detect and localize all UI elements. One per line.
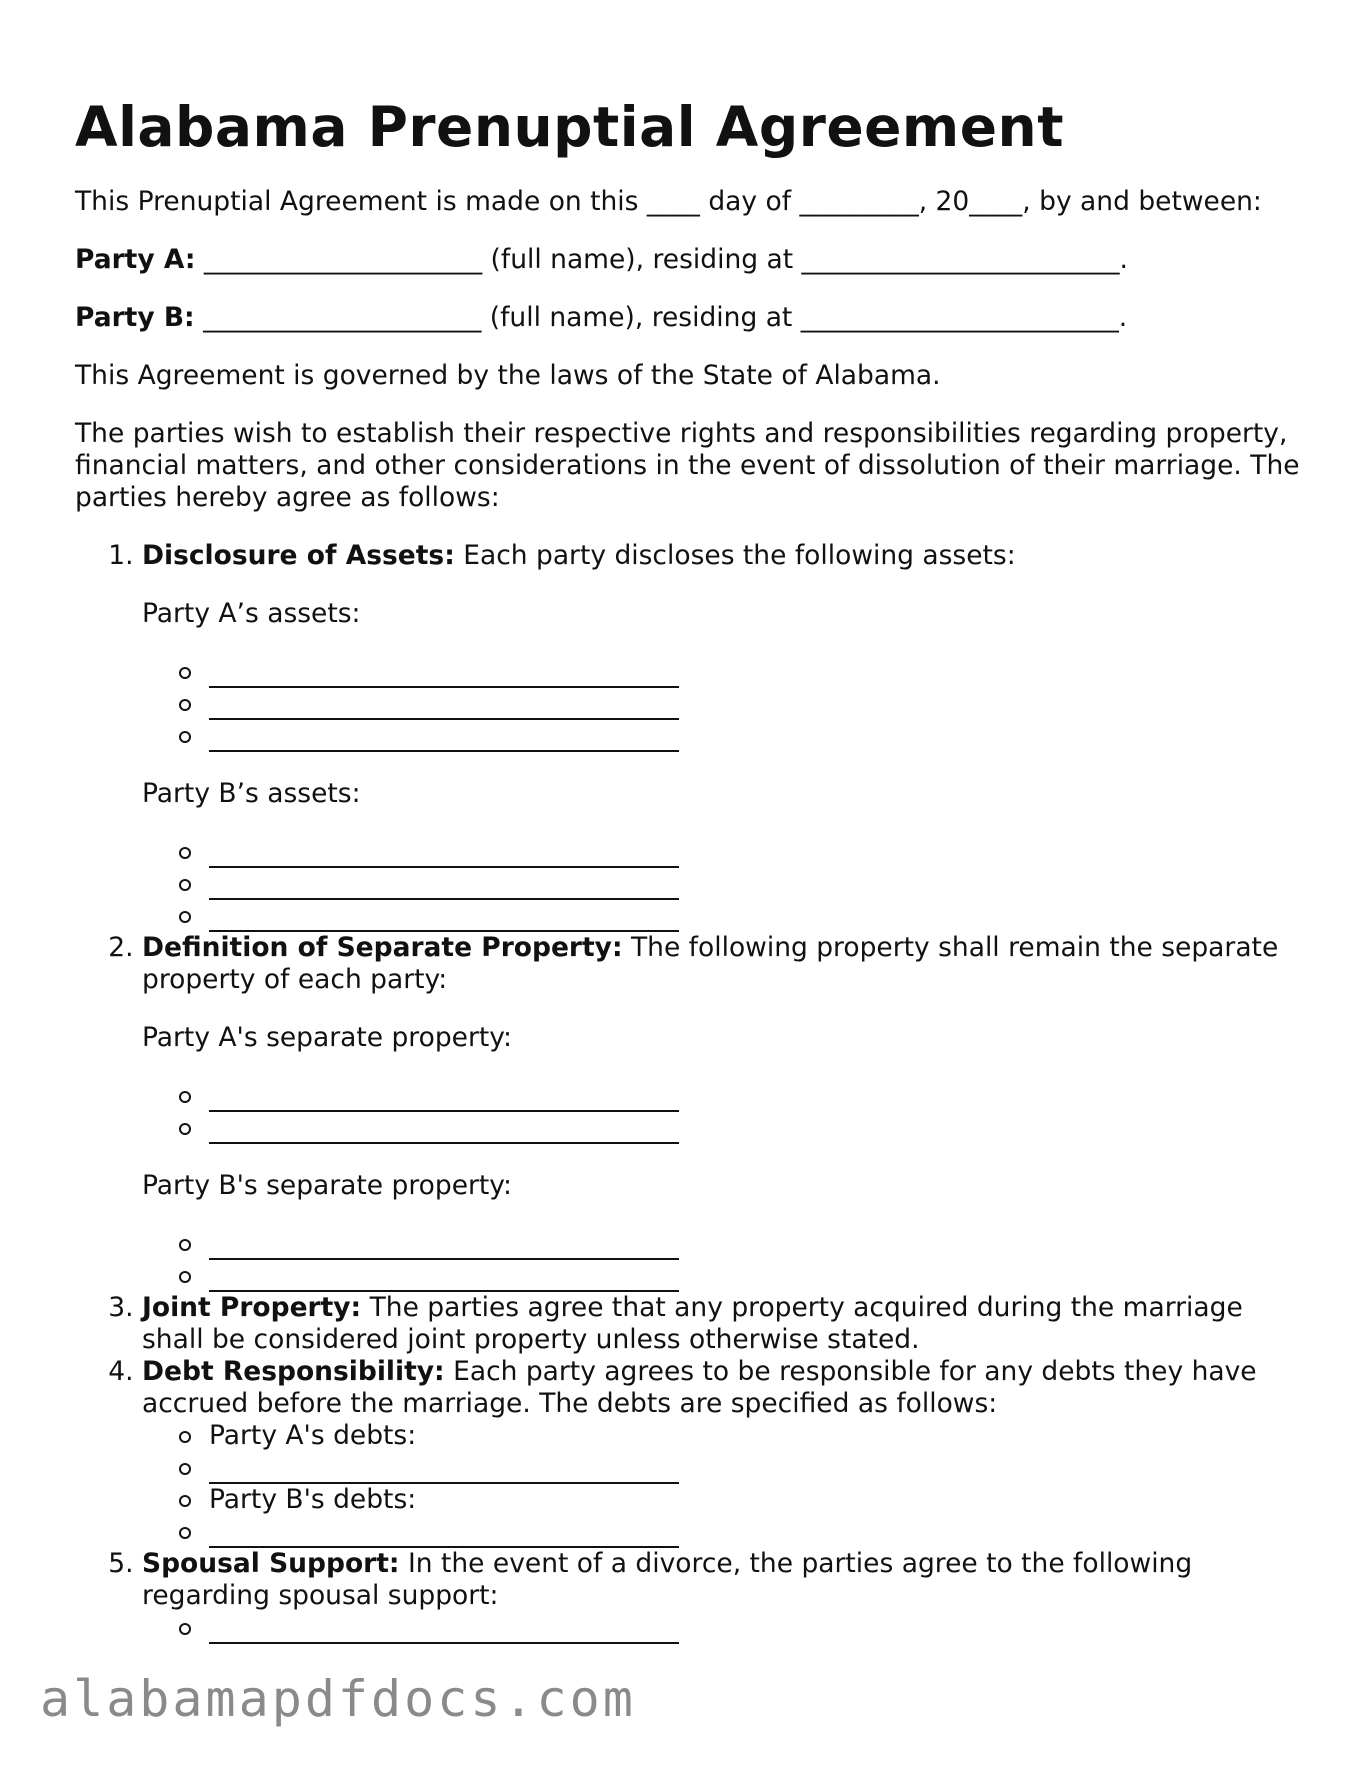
blank-entry: [142, 1612, 1305, 1644]
section-heading: Definition of Separate Property:: [142, 932, 623, 963]
section-separate-property: [142, 932, 1305, 1292]
blank-line: [209, 662, 679, 688]
party-a-text: _____________________ (full name), residing at ________________________.: [195, 244, 1128, 275]
party-a-separate-label: Party A's separate property:: [142, 1022, 512, 1053]
blank-line: [209, 1086, 679, 1112]
party-b-debts-label: Party B's debts:: [142, 1484, 1305, 1516]
section-disclosure: [142, 540, 1305, 932]
section-joint-property: [142, 1292, 1305, 1356]
document-title: Alabama Prenuptial Agreement: [75, 95, 1064, 159]
blank-entry: [142, 868, 1305, 900]
blank-line: [209, 1234, 679, 1260]
blank-line: [209, 1118, 679, 1144]
party-a-assets-list: [142, 656, 1305, 752]
spousal-support-list: [142, 1612, 1305, 1644]
blank-entry: [142, 1452, 1305, 1484]
blank-line: [209, 1458, 679, 1484]
blank-line: [209, 842, 679, 868]
party-b-text: _____________________ (full name), residing at ________________________.: [194, 302, 1128, 333]
blank-entry: [142, 900, 1305, 932]
section-heading: Joint Property:: [142, 1292, 362, 1323]
agreement-sections: [75, 540, 1305, 1644]
blank-line: [209, 1266, 679, 1292]
intro-paragraph: This Prenuptial Agreement is made on this ____ day of _________, 20____, by and between:: [75, 186, 1262, 217]
section-heading: Disclosure of Assets:: [142, 540, 455, 571]
party-a-debts-label: Party A's debts:: [142, 1420, 1305, 1452]
blank-line: [209, 1618, 679, 1644]
section-text: Each party discloses the following assets:: [454, 540, 1016, 571]
party-b-assets-label: Party B’s assets:: [142, 778, 361, 809]
party-b-separate-label: Party B's separate property:: [142, 1170, 512, 1201]
blank-entry: [142, 1080, 1305, 1112]
section-spousal-support: [142, 1548, 1305, 1644]
party-b-label: Party B:: [75, 302, 195, 333]
debts-list: [142, 1420, 1305, 1548]
blank-entry: [142, 688, 1305, 720]
watermark-text: alabamapdfdocs.com: [40, 1670, 636, 1728]
blank-line: [209, 874, 679, 900]
governing-law: This Agreement is governed by the laws of the State of Alabama.: [75, 360, 941, 391]
blank-entry: [142, 1516, 1305, 1548]
blank-entry: [142, 1260, 1305, 1292]
party-b-separate-list: [142, 1228, 1305, 1292]
section-heading: Debt Responsibility:: [142, 1356, 445, 1387]
party-b-assets-list: [142, 836, 1305, 932]
section-debt-responsibility: [142, 1356, 1305, 1548]
section-text: The parties agree that any property acquired during the marriage shall be considered joint property unless otherwise stated.: [142, 1292, 1243, 1355]
blank-entry: [142, 720, 1305, 752]
blank-line: [209, 694, 679, 720]
section-heading: Spousal Support:: [142, 1548, 400, 1579]
blank-entry: [142, 1112, 1305, 1144]
section-text: Each party agrees to be responsible for any debts they have accrued before the marriage. The debts are specified as follows:: [142, 1356, 1257, 1419]
section-text: The following property shall remain the separate property of each party:: [142, 932, 1279, 995]
party-a-label: Party A:: [75, 244, 196, 275]
blank-entry: [142, 1228, 1305, 1260]
document-page: [75, 90, 1305, 1644]
blank-line: [209, 726, 679, 752]
party-a-line: [75, 244, 1305, 276]
blank-entry: [142, 656, 1305, 688]
party-b-line: [75, 302, 1305, 334]
section-text: In the event of a divorce, the parties agree to the following regarding spousal support:: [142, 1548, 1193, 1611]
party-a-separate-list: [142, 1080, 1305, 1144]
blank-entry: [142, 836, 1305, 868]
purpose-paragraph: The parties wish to establish their respective rights and responsibilities regarding property, financial matters, and other considerations in the event of dissolution of their marriage. The parties hereby agree as follows:: [75, 418, 1300, 513]
blank-line: [209, 906, 679, 932]
blank-line: [209, 1522, 679, 1548]
party-a-assets-label: Party A’s assets:: [142, 598, 361, 629]
